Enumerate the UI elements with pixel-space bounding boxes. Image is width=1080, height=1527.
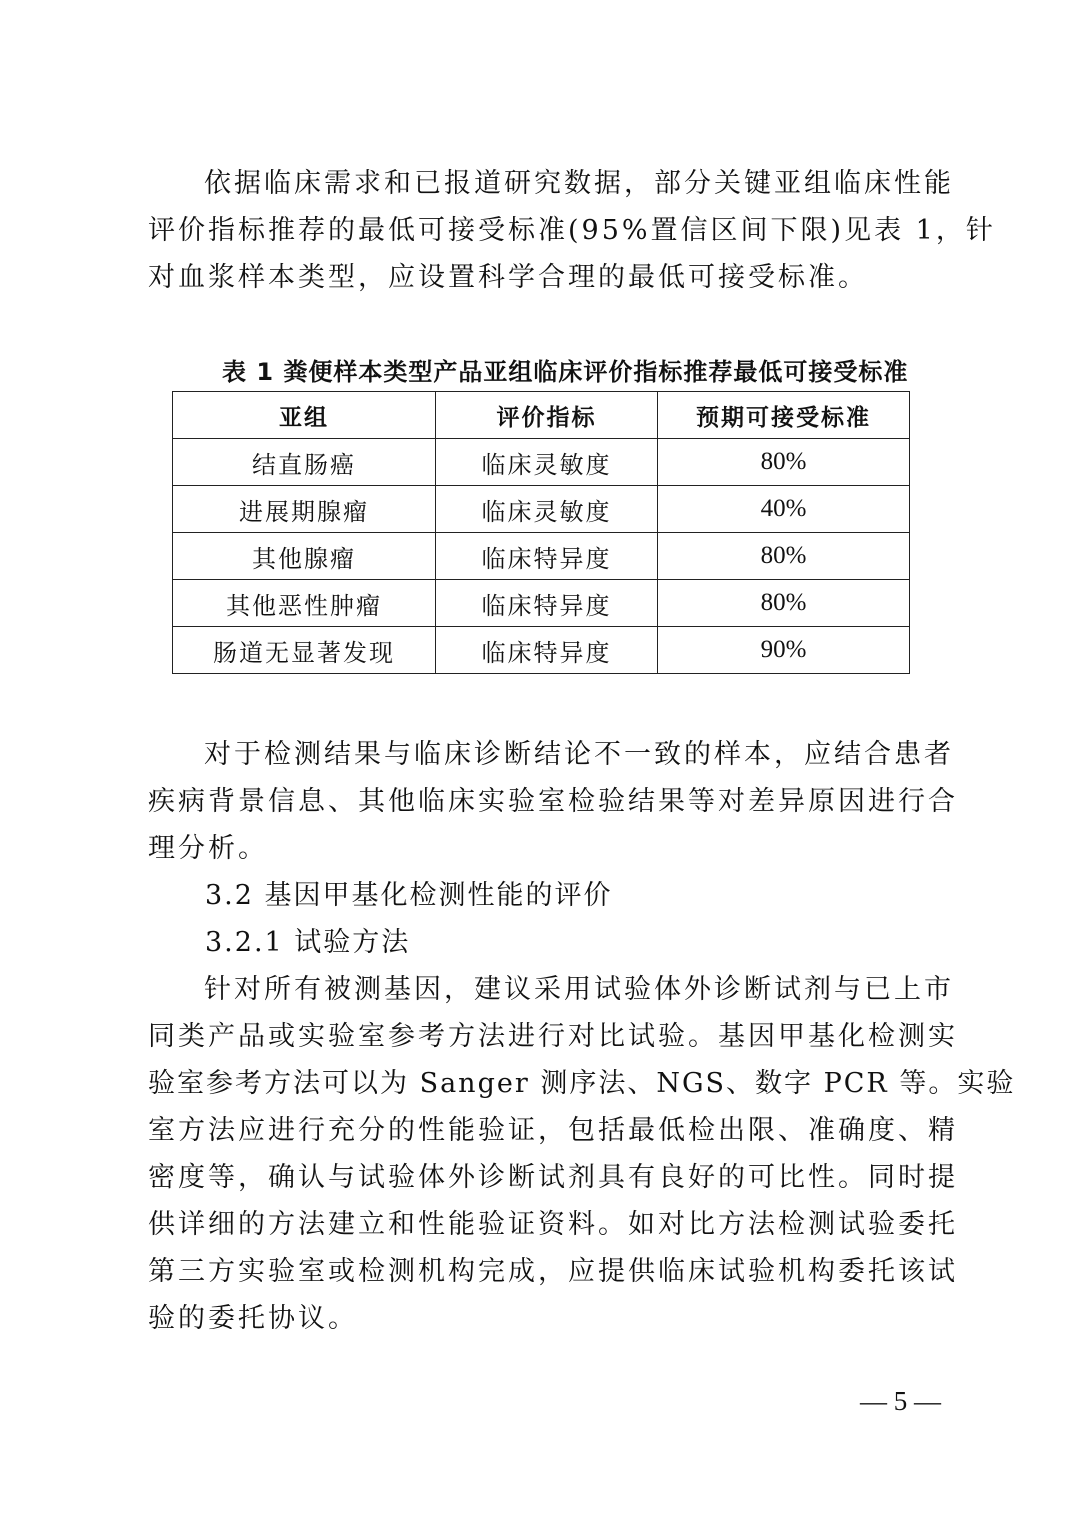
cell-metric: 临床灵敏度 bbox=[436, 439, 658, 486]
paragraph-line: 对血浆样本类型，应设置科学合理的最低可接受标准。 bbox=[148, 262, 868, 293]
paragraph-line: 密度等，确认与试验体外诊断试剂具有良好的可比性。同时提 bbox=[148, 1162, 958, 1193]
paragraph-line: 验室参考方法可以为 Sanger 测序法、NGS、数字 PCR 等。实验 bbox=[148, 1068, 1016, 1099]
cell-metric: 临床灵敏度 bbox=[436, 486, 658, 533]
paragraph-line: 室方法应进行充分的性能验证，包括最低检出限、准确度、精 bbox=[148, 1115, 958, 1146]
paragraph-methods bbox=[148, 966, 1016, 1342]
cell-criterion: 80% bbox=[658, 533, 910, 580]
paragraph-intro bbox=[148, 160, 996, 301]
paragraph-line: 验的委托协议。 bbox=[148, 1303, 358, 1334]
cell-subgroup: 结直肠癌 bbox=[173, 439, 436, 486]
table-caption: 表 1 粪便样本类型产品亚组临床评价指标推荐最低可接受标准 bbox=[222, 358, 909, 386]
paragraph-line: 第三方实验室或检测机构完成，应提供临床试验机构委托该试 bbox=[148, 1256, 958, 1287]
paragraph-line: 疾病背景信息、其他临床实验室检验结果等对差异原因进行合 bbox=[148, 786, 958, 817]
column-header-criterion: 预期可接受标准 bbox=[658, 392, 910, 439]
paragraph-line: 评价指标推荐的最低可接受标准(95%置信区间下限)见表 1，针 bbox=[148, 215, 996, 246]
cell-criterion: 90% bbox=[658, 627, 910, 674]
cell-subgroup: 其他恶性肿瘤 bbox=[173, 580, 436, 627]
table-row bbox=[173, 439, 910, 486]
table-row bbox=[173, 533, 910, 580]
cell-subgroup: 其他腺瘤 bbox=[173, 533, 436, 580]
cell-metric: 临床特异度 bbox=[436, 627, 658, 674]
section-heading-3-2: 3.2 基因甲基化检测性能的评价 bbox=[205, 880, 613, 911]
cell-criterion: 80% bbox=[658, 580, 910, 627]
paragraph-line: 理分析。 bbox=[148, 833, 268, 864]
table-row bbox=[173, 627, 910, 674]
cell-criterion: 80% bbox=[658, 439, 910, 486]
criteria-table bbox=[172, 391, 910, 674]
column-header-metric: 评价指标 bbox=[436, 392, 658, 439]
cell-subgroup: 进展期腺瘤 bbox=[173, 486, 436, 533]
table-row bbox=[173, 580, 910, 627]
paragraph-discrepancy bbox=[148, 731, 958, 872]
column-header-subgroup: 亚组 bbox=[173, 392, 436, 439]
section-heading-3-2-1: 3.2.1 试验方法 bbox=[205, 927, 411, 958]
cell-criterion: 40% bbox=[658, 486, 910, 533]
paragraph-line: 对于检测结果与临床诊断结论不一致的样本，应结合患者 bbox=[204, 739, 954, 770]
table-header-row bbox=[173, 392, 910, 439]
paragraph-line: 同类产品或实验室参考方法进行对比试验。基因甲基化检测实 bbox=[148, 1021, 958, 1052]
paragraph-line: 供详细的方法建立和性能验证资料。如对比方法检测试验委托 bbox=[148, 1209, 958, 1240]
paragraph-line: 依据临床需求和已报道研究数据，部分关键亚组临床性能 bbox=[204, 168, 954, 199]
cell-subgroup: 肠道无显著发现 bbox=[173, 627, 436, 674]
cell-metric: 临床特异度 bbox=[436, 580, 658, 627]
cell-metric: 临床特异度 bbox=[436, 533, 658, 580]
paragraph-line: 针对所有被测基因，建议采用试验体外诊断试剂与已上市 bbox=[204, 974, 954, 1005]
page-number: — 5 — bbox=[860, 1386, 941, 1416]
table-row bbox=[173, 486, 910, 533]
